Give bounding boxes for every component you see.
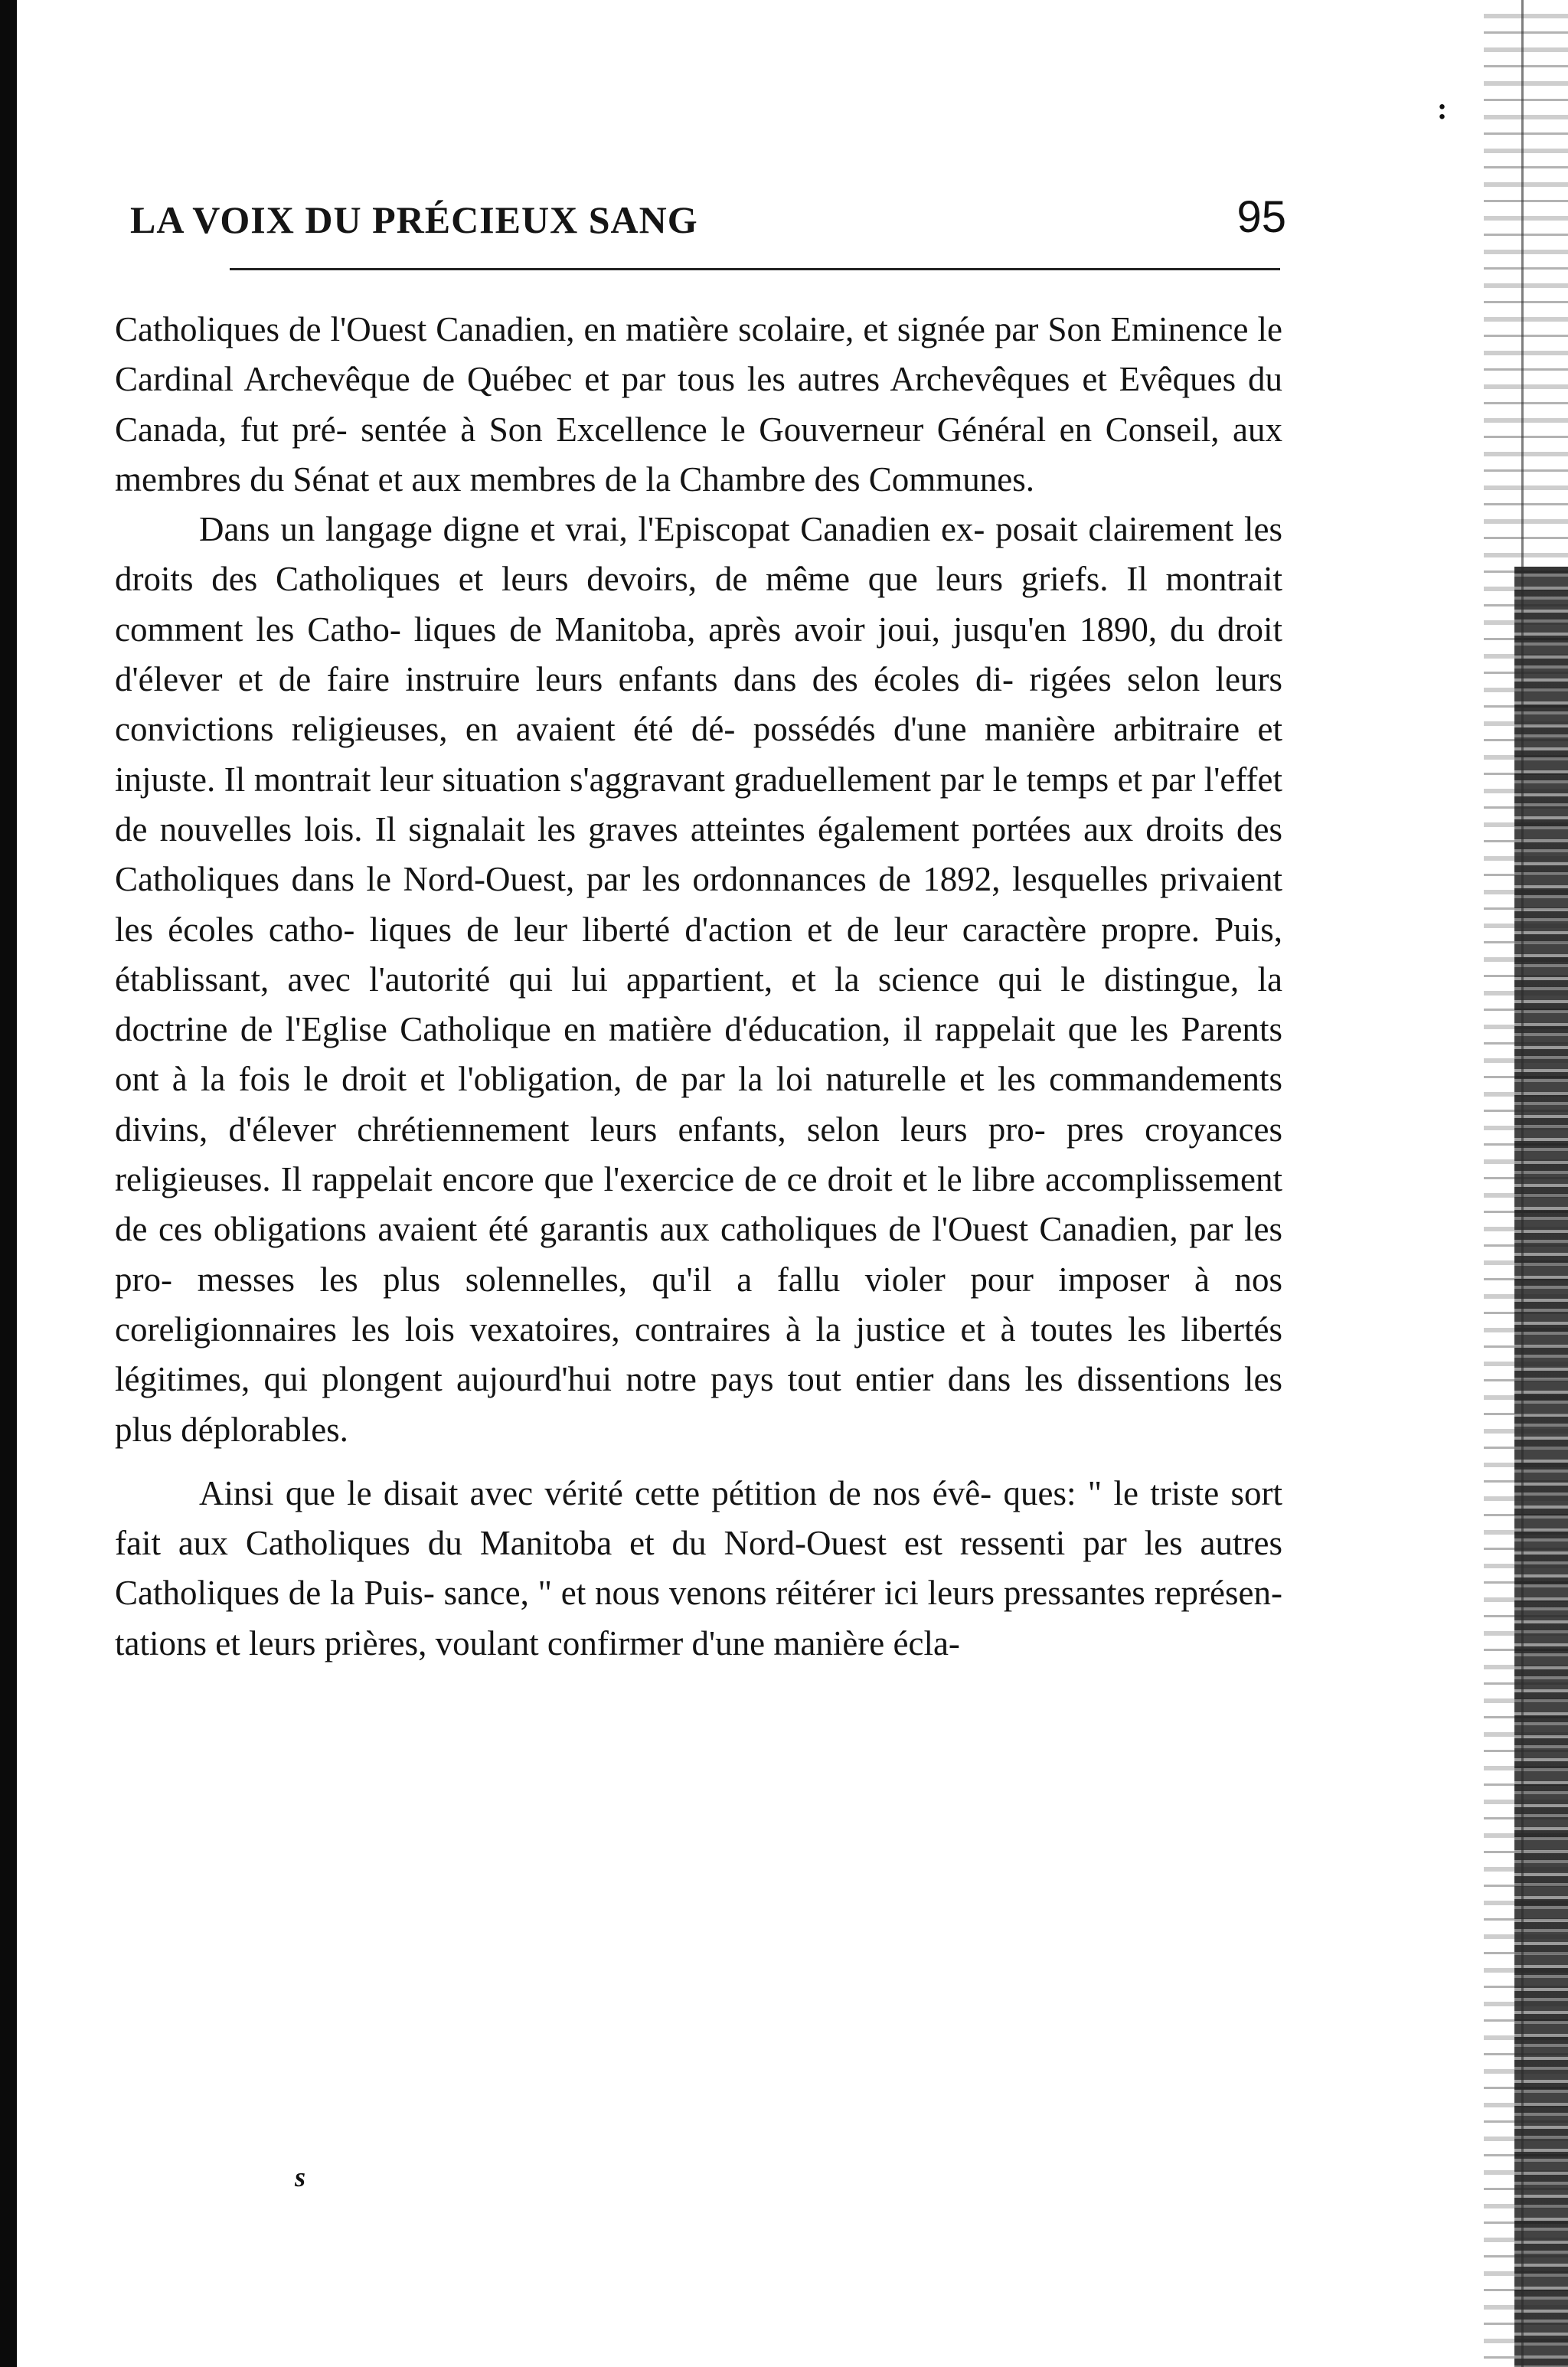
paragraph xyxy=(115,305,1282,505)
text-line: d'élever et de faire instruire leurs enfants dans des écoles di- xyxy=(115,660,1014,699)
text-line: tous les autres Archevêques et Evêques du Canada, fut pré- xyxy=(115,360,1283,449)
scan-right-edge-line xyxy=(1521,0,1524,2367)
text-line: portées aux droits des Catholiques dans le Nord-Ouest, par xyxy=(115,809,1283,899)
page-number: 95 xyxy=(1236,192,1286,242)
page-header xyxy=(115,191,1286,245)
text-line: rigées selon leurs convictions religieuses, en avaient été dé- xyxy=(115,660,1282,749)
text-line: Ainsi que le disait avec vérité cette pétition de nos évê- xyxy=(199,1473,992,1512)
text-line: de même que leurs griefs. Il montrait comment les Catho- xyxy=(115,560,1283,649)
paragraph xyxy=(115,1469,1282,1669)
text-line: liques de Manitoba, après avoir joui, jusqu'en 1890, du droit xyxy=(413,610,1282,649)
text-line: été garantis aux catholiques de l'Ouest Canadien, par les pro- xyxy=(115,1210,1282,1299)
text-line: les ordonnances de 1892, lesquelles privaient les écoles catho- xyxy=(115,860,1282,949)
text-line: pres croyances religieuses. Il rappelait encore que l'exercice de xyxy=(115,1110,1282,1199)
scan-left-edge xyxy=(0,0,17,2367)
text-line: nos coreligionnaires les lois vexatoires, contraires à la justice xyxy=(115,1260,1283,1349)
header-rule xyxy=(230,268,1280,270)
text-line: posait clairement les droits des Catholiques et leurs devoirs, xyxy=(115,510,1283,599)
text-line: ce droit et le libre accomplissement de ces obligations avaient xyxy=(115,1160,1282,1249)
running-head: LA VOIX DU PRÉCIEUX SANG xyxy=(130,198,698,241)
signature-mark: s xyxy=(295,2162,306,2192)
text-line: Puis, établissant, avec l'autorité qui lui appartient, et la science xyxy=(115,910,1283,999)
text-line: et l'obligation, de par la loi naturelle et les commandements xyxy=(420,1060,1283,1099)
page-body xyxy=(115,305,1282,1669)
text-line: liques de leur liberté d'action et de leur caractère propre. xyxy=(369,910,1200,949)
text-line: de nouvelles lois. Il signalait les graves atteintes également xyxy=(115,809,959,848)
text-line: Catholiques de l'Ouest Canadien, en matière scolaire, et signée xyxy=(115,310,985,348)
text-line: possédés d'une manière arbitraire et injuste. Il montrait leur xyxy=(115,710,1282,799)
text-line: messes les plus solennelles, qu'il a fallu violer pour imposer à xyxy=(197,1260,1210,1299)
text-line: situation s'aggravant graduellement par le temps et par l'effet xyxy=(442,760,1282,799)
text-line: tations et leurs prières, voulant confirmer d'une manière écla- xyxy=(115,1623,960,1662)
text-line: divins, d'élever chrétiennement leurs enfants, selon leurs pro- xyxy=(115,1110,1046,1149)
text-line: sentée à Son Excellence le Gouverneur Général en Conseil, xyxy=(361,410,1220,449)
text-line: aux membres du Sénat et aux membres de la Chambre des xyxy=(115,410,1282,499)
text-line: d'éducation, il rappelait que les Parents ont à la fois le droit xyxy=(115,1010,1283,1099)
text-line: sance, " et nous venons réitérer ici leurs pressantes représen- xyxy=(443,1574,1282,1613)
text-line: Dans un langage digne et vrai, l'Episcopat Canadien ex- xyxy=(199,510,985,549)
paragraph xyxy=(115,505,1282,1455)
text-line: Nord-Ouest est ressenti par les autres Catholiques de la Puis- xyxy=(115,1524,1283,1613)
ink-speck: : xyxy=(1437,91,1448,126)
text-line: qui le distingue, la doctrine de l'Eglise Catholique en matière xyxy=(115,960,1283,1049)
text-line: ques: " le triste sort fait aux Catholiques du Manitoba et du xyxy=(115,1473,1283,1563)
text-line: et à toutes les libertés légitimes, qui plongent aujourd'hui xyxy=(115,1309,1282,1399)
text-line: Communes. xyxy=(868,459,1034,499)
text-line: par Son Eminence le Cardinal Archevêque de Québec et par xyxy=(115,310,1283,399)
text-line: notre pays tout entier dans les dissentions les plus déplorables. xyxy=(115,1360,1283,1449)
